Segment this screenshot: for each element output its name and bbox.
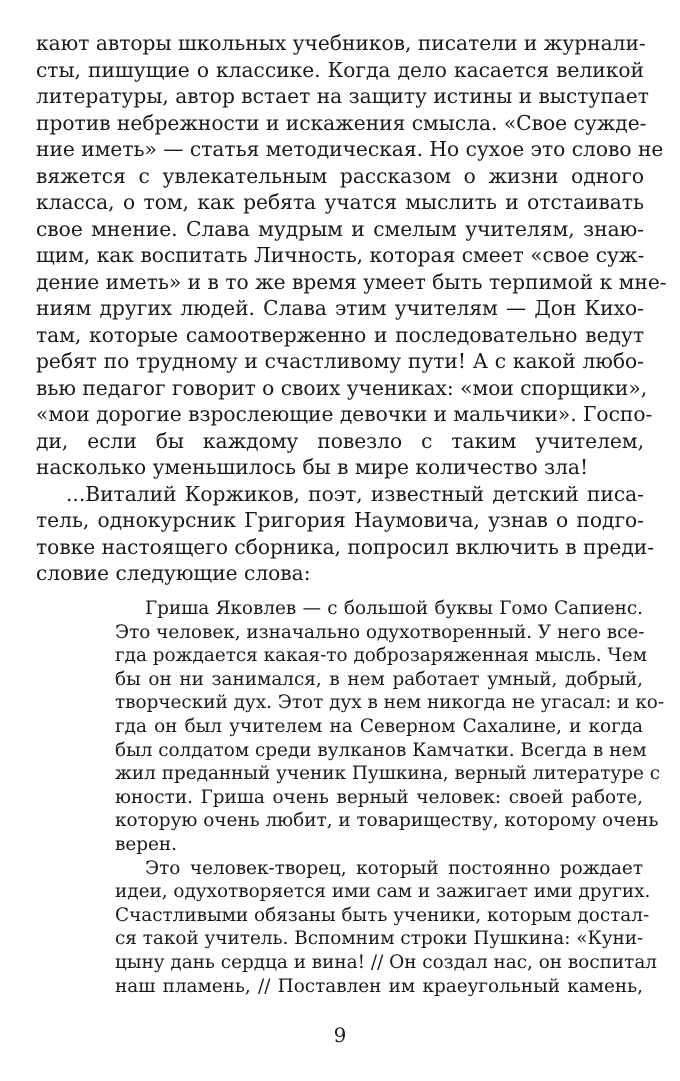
quote-line: бы он ни занимался, в нем работает умный, добрый, bbox=[115, 668, 643, 690]
text-line: свое мнение. Слава мудрым и смелым учителям, знаю- bbox=[36, 216, 644, 241]
text-line: ди, если бы каждому повезло с таким учителем, bbox=[36, 428, 644, 453]
text-line: ние иметь» — статья методическая. Но сухое это слово не bbox=[36, 137, 664, 161]
page-body bbox=[36, 30, 667, 587]
text-line: класса, о том, как ребята учатся мыслить и отстаивать bbox=[36, 190, 644, 214]
quote-line: верен. bbox=[115, 833, 177, 855]
quote-line: Это человек, изначально одухотворенный. У него все- bbox=[115, 621, 645, 643]
quote-line: Гриша Яковлев — с большой буквы Гомо Сапиенс. bbox=[145, 598, 643, 619]
quote-line: Счастливыми обязаны быть ученики, которым достал- bbox=[115, 904, 650, 926]
main-text bbox=[36, 30, 667, 587]
text-line: ...Виталий Коржиков, поэт, известный детский писа- bbox=[66, 481, 644, 506]
quote-line: гда рождается какая-то доброзаряженная мысль. Чем bbox=[115, 645, 647, 667]
quote-line: был солдатом среди вулканов Камчатки. Всегда в нем bbox=[115, 739, 647, 761]
quote-line: гда он был учителем на Северном Сахалине, и когда bbox=[115, 715, 643, 737]
quote-block bbox=[115, 597, 665, 998]
text-line: вяжется с увлекательным рассказом о жизни одного bbox=[36, 163, 644, 188]
quote-line: творческий дух. Этот дух в нем никогда не угасал: и ко- bbox=[115, 692, 665, 714]
text-line: щим, как воспитать Личность, которая смеет «свое суж- bbox=[36, 243, 645, 267]
quote-line: наш пламень, // Поставлен им краеугольный камень, bbox=[115, 975, 643, 997]
text-line: ниям других людей. Слава этим учителям — Дон Кихо- bbox=[36, 296, 644, 320]
quote-line: жил преданный ученик Пушкина, верный литературе с bbox=[115, 763, 661, 785]
text-line: словие следующие слова: bbox=[36, 561, 311, 585]
quote-line: Это человек-творец, который постоянно рождает bbox=[145, 857, 643, 879]
page-number: 9 bbox=[333, 1023, 347, 1047]
text-line: вью педагог говорит о своих учениках: «мои спорщики», bbox=[36, 375, 648, 400]
text-line: сты, пишущие о классике. Когда дело касается великой bbox=[36, 57, 644, 82]
text-line: ребят по трудному и счастливому пути! А с какой любо- bbox=[36, 349, 644, 373]
quote-line: цыну дань сердца и вина! // Он создал нас, он воспитал bbox=[115, 951, 657, 973]
text-line: тель, однокурсник Григория Наумовича, узнав о подго- bbox=[36, 508, 644, 532]
text-line: насколько уменьшилось бы в мире количество зла! bbox=[36, 455, 589, 479]
text-line: дение иметь» и в то же время умеет быть терпимой к мне- bbox=[36, 269, 667, 294]
text-line: против небрежности и искажения смысла. «Свое сужде- bbox=[36, 110, 647, 135]
text-line: кают авторы школьных учебников, писатели и журнали- bbox=[36, 31, 646, 55]
quote-line: идеи, одухотворяется ими сам и зажигает ими других. bbox=[115, 881, 651, 903]
quote-line: ся такой учитель. Вспомним строки Пушкина: «Куни- bbox=[115, 928, 644, 950]
text-line: там, которые самоотверженно и последовательно ведут bbox=[36, 322, 644, 347]
text-line: литературы, автор встает на защиту истины и выступает bbox=[36, 84, 649, 108]
text-line: «мои дорогие взрослеющие девочки и мальчики». Госпо- bbox=[36, 402, 653, 426]
quote-line: юности. Гриша очень верный человек: своей работе, bbox=[115, 786, 643, 808]
quote-line: которую очень любит, и товариществу, которому очень bbox=[115, 810, 659, 832]
text-line: товке настоящего сборника, попросил включить в преди- bbox=[36, 534, 655, 559]
